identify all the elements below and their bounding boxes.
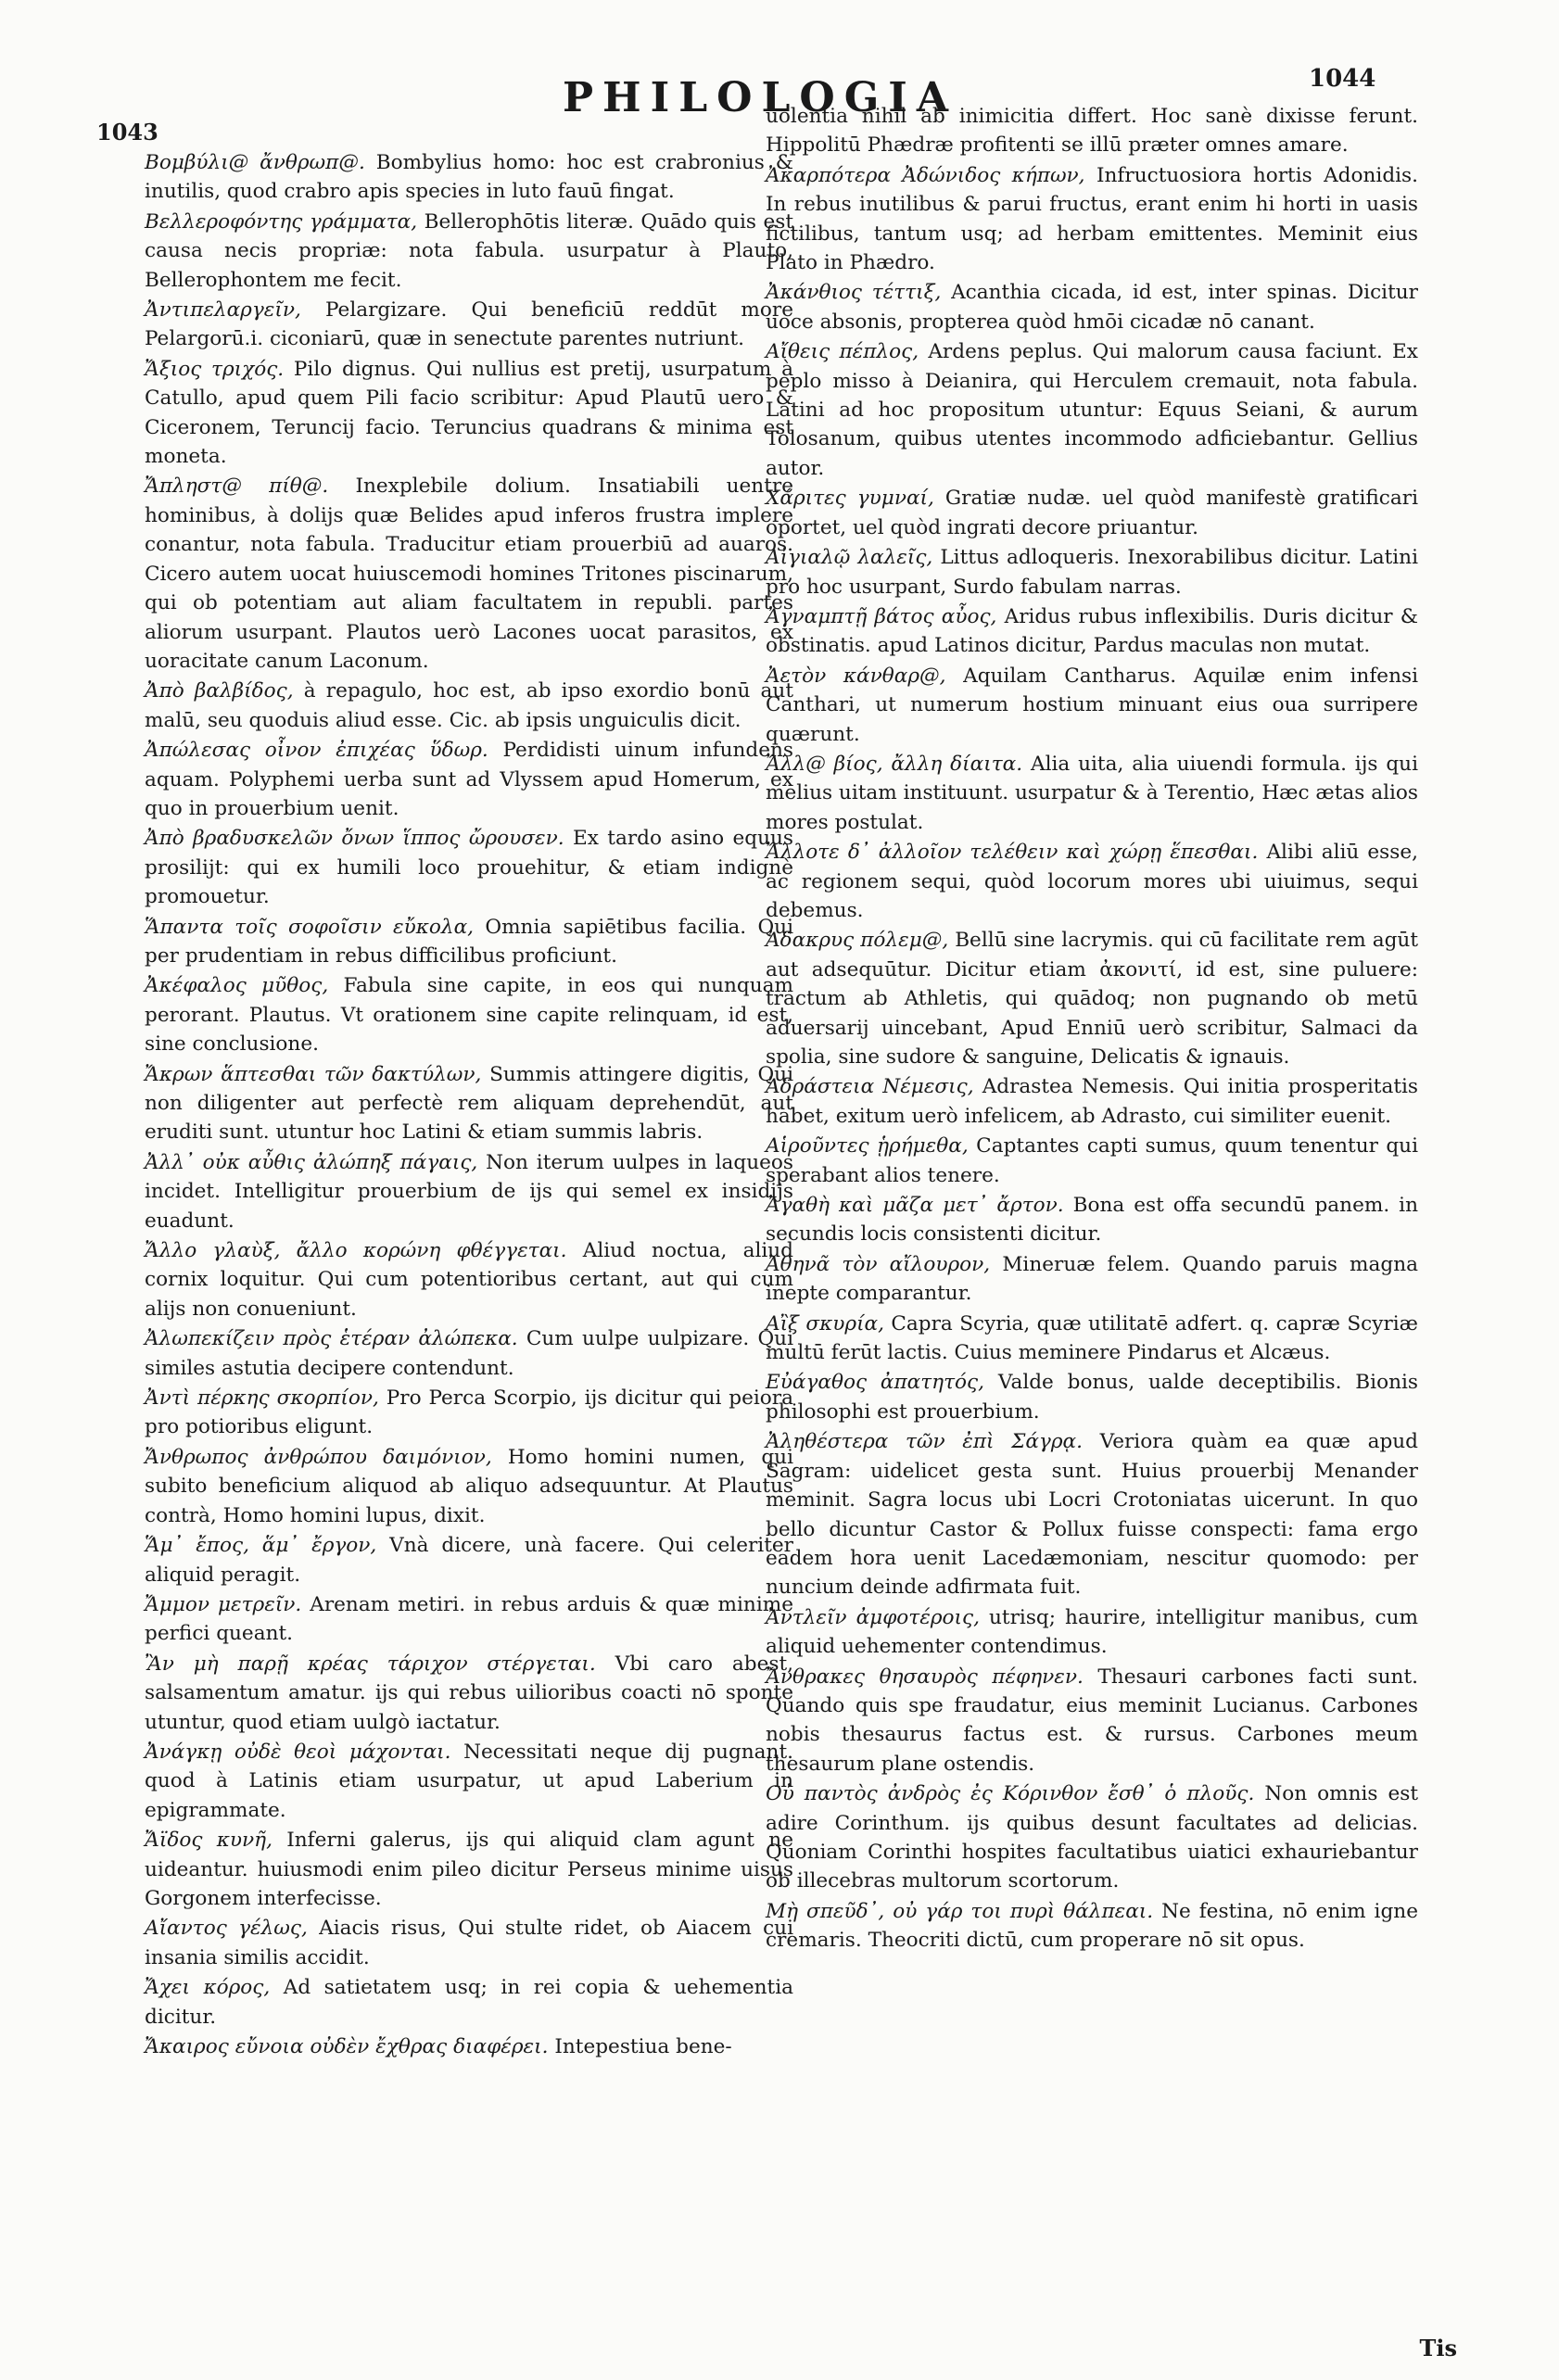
greek-proverb: Ἀγναμπτῇ βάτος αὖος, <box>766 604 997 628</box>
greek-proverb: Ἀντιπελαργεῖν, <box>145 298 301 323</box>
latin-gloss: Ex tardo asino equus prosilijt: qui ex humili loco prouehitur, & etiam indignè promouetur. <box>145 827 793 909</box>
latin-gloss: Valde bonus, ualde deceptibilis. Bionis philosophi est prouerbium. <box>766 1371 1418 1424</box>
greek-proverb: Ἄξιος τριχός. <box>145 357 285 381</box>
proverb-entry <box>145 1973 793 2032</box>
latin-gloss: Omnia sapiētibus facilia. Qui per prudentiam in rebus difficilibus proficiunt. <box>145 915 793 968</box>
latin-gloss: Littus adloqueris. Inexorabilibus dicitur. Latini pro hoc usurpant, Surdo fabulam narras. <box>766 546 1418 599</box>
greek-proverb: Ἀθηνᾶ τὸν αἴλουρον, <box>766 1252 991 1276</box>
latin-gloss: Gratiæ nudæ. uel quòd manifestè gratificari oportet, uel quòd ingrati decore priuantur. <box>766 487 1418 539</box>
greek-proverb: Ἀνάγκῃ οὐδὲ θεοὶ μάχονται. <box>145 1740 451 1764</box>
latin-gloss: Pilo dignus. Qui nullius est pretij, usurpatum à Catullo, apud quem Pili facio scribitur: Apud Plautū uero & Ciceronem, Teruncij facio. Teruncius quadrans & minima est moneta. <box>145 357 793 469</box>
latin-gloss: à repagulo, hoc est, ab ipso exordio bonū aut malū, seu quoduis aliud esse. Cic. ab ipsis unguiculis dicit. <box>145 679 794 732</box>
latin-gloss: Aiacis risus, Qui stulte ridet, ob Aiacem cui insania similis accidit. <box>145 1917 793 1969</box>
proverb-entry <box>145 1148 793 1235</box>
proverb-entry <box>145 1443 793 1530</box>
proverb-entry <box>145 1650 793 1737</box>
latin-gloss: Aridus rubus inflexibilis. Duris dicitur & obstinatis. apud Latinos dicitur, Pardus maculas non mutat. <box>766 604 1419 658</box>
proverb-entry <box>145 1826 793 1913</box>
proverb-entry <box>766 1603 1418 1662</box>
proverb-entry <box>766 102 1418 160</box>
proverb-entry <box>145 1384 793 1442</box>
latin-gloss: Ardens peplus. Qui malorum causa faciunt. Ex peplo misso à Deianira, qui Herculem cremauit, nota fabula. Latini ad hoc propositum utuntur: Equus Seiani, & aurum Tolosanum, quibus utentes incommodo adficiebantur. Gellius autor. <box>766 340 1418 480</box>
latin-gloss: Summis attingere digitis, Qui non diligenter aut perfectè rem aliquam deprehendūt, aut eruditi sunt. utuntur hoc Latini & etiam summis labris. <box>145 1062 793 1145</box>
latin-gloss: Pro Perca Scorpio, ijs dicitur qui peiora pro potioribus eligunt. <box>145 1386 793 1439</box>
proverb-entry <box>145 2032 793 2061</box>
proverb-entry <box>145 148 793 207</box>
greek-proverb: Χάριτες γυμναί, <box>766 487 934 511</box>
proverb-entry <box>766 161 1418 278</box>
greek-proverb: Βομβύλι@ ἄνθρωπ@. <box>145 151 365 174</box>
greek-proverb: Ἀκαρπότερα Ἀδώνιδος κήπων, <box>766 163 1085 187</box>
greek-proverb: Ἄϊδος κυνῆ, <box>145 1829 273 1853</box>
proverb-entry <box>766 1191 1418 1249</box>
latin-gloss: Bellerophōtis literæ. Quādo quis est causa necis propriæ: nota fabula. usurpatur à Plauto, Bellerophontem me fecit. <box>145 209 793 292</box>
latin-gloss: Adrastea Nemesis. Qui initia prosperitatis habet, exitum uerò infelicem, ab Adrasto, cui similiter euenit. <box>766 1075 1418 1128</box>
proverb-entry <box>766 602 1418 661</box>
proverb-entry <box>145 472 793 676</box>
proverb-entry <box>766 662 1418 749</box>
greek-proverb: Ἀπώλεσας οἶνον ἐπιχέας ὕδωρ. <box>145 739 488 763</box>
greek-proverb: Ἄνθρωπος ἀνθρώπου δαιμόνιον, <box>145 1445 492 1469</box>
latin-gloss: Necessitati neque dij pugnant. quod à Latinis etiam usurpatur, ut apud Laberium in epigrammate. <box>145 1740 794 1822</box>
latin-gloss: utrisq; haurire, intelligitur manibus, cum aliquid uehementer contendimus. <box>766 1605 1418 1659</box>
proverb-entry <box>766 337 1418 483</box>
greek-proverb: Ἀδράστεια Νέμεσις, <box>766 1075 974 1099</box>
latin-gloss: Thesauri carbones facti sunt. Quando quis spe fraudatur, eius meminit Lucianus. Carbones nobis thesaurus factus est. & rursus. Carbones meum thesaurum plane ostendis. <box>766 1665 1418 1776</box>
latin-gloss: Veriora quàm ea quæ apud Sagram: uidelicet gesta sunt. Huius prouerbij Menander meminit. Sagra locus ubi Locri Crotoniatas uicerunt. In quo bello dicuntur Castor & Pollux fuisse conspecti: fama ergo eadem hora uenit Lacedæmoniam, nescitur quomodo: per nuncium deinde adfirmata fuit. <box>766 1430 1418 1600</box>
greek-proverb: Βελλεροφόντης γράμματα, <box>145 209 418 234</box>
greek-proverb: Ἀκέφαλος μῦθος, <box>145 974 329 998</box>
greek-proverb: Ἄλλ@ βίος, ἄλλη δίαιτα. <box>766 752 1023 776</box>
latin-gloss: Non iterum uulpes in laqueos incidet. Intelligitur prouerbium de ijs qui semel ex insidijs euadunt. <box>145 1150 793 1233</box>
proverb-entry <box>145 824 793 911</box>
greek-proverb: Ἀπὸ βραδυσκελῶν ὄνων ἵππος ὤρουσεν. <box>145 827 564 851</box>
greek-proverb: Ἄκρων ἅπτεσθαι τῶν δακτύλων, <box>145 1062 482 1086</box>
greek-proverb: Αἴθεις πέπλος, <box>766 340 919 364</box>
greek-proverb: Ἀντὶ πέρκης σκορπίον, <box>145 1386 379 1411</box>
latin-gloss: Fabula sine capite, in eos qui nunquam perorant. Plautus. Vt orationem sine capite relinquam, id est, sine conclusione. <box>145 974 793 1057</box>
latin-gloss: Arenam metiri. in rebus arduis & quæ minime perfici queant. <box>145 1592 793 1646</box>
proverb-entry <box>766 1072 1418 1131</box>
greek-proverb: Ἄπληστ@ πίθ@. <box>145 475 329 499</box>
proverb-entry <box>145 677 793 735</box>
greek-proverb: Ἀληθέστερα τῶν ἐπὶ Σάγρᾳ. <box>766 1430 1083 1454</box>
proverb-entry <box>145 1060 793 1147</box>
greek-proverb: Ἄλλοτε δ᾽ ἀλλοῖον τελέθειν καὶ χώρῃ ἕπεσθαι. <box>766 841 1259 865</box>
latin-gloss: Alia uita, alia uiuendi formula. ijs qui melius uitam instituunt. usurpatur & à Terentio, Hæc ætas alios mores postulat. <box>766 752 1418 834</box>
proverb-entry <box>766 1250 1418 1309</box>
latin-gloss: Intepestiua bene- <box>554 2035 732 2058</box>
latin-gloss: Non omnis est adire Corinthum. ijs quibus desunt facultates ad delicias. Quoniam Corinthi hospites facultatibus uiatici exhauriebantur ob illecebras multorum scortorum. <box>766 1782 1418 1893</box>
page-number-left: 1043 <box>96 119 158 146</box>
proverb-entry <box>766 1897 1418 1956</box>
proverb-entry <box>766 838 1418 925</box>
proverb-entry <box>766 1132 1418 1190</box>
greek-proverb: Ἀγαθὴ καὶ μᾶζα μετ᾽ ἄρτον. <box>766 1194 1064 1218</box>
greek-proverb: Αἲξ σκυρία, <box>766 1311 884 1336</box>
proverb-entry <box>766 1779 1418 1896</box>
proverb-entry <box>145 1324 793 1383</box>
page-number-right: 1044 <box>1309 65 1376 93</box>
proverb-entry <box>145 296 793 354</box>
proverb-entry <box>766 543 1418 601</box>
proverb-entry <box>766 1368 1418 1426</box>
latin-gloss: Bellū sine lacrymis. qui cū facilitate rem agūt aut adsequūtur. Dicitur etiam ἀκονιτί, id est, sine puluere: tractum ab Athletis, qui quādoq; non pugnando ob metū aduersarij uincebant, Apud Enniū uerò scribitur, Salmaci da spolia, sine sudore & sanguine, Delicatis & ignauis. <box>766 929 1418 1069</box>
latin-gloss: Capra Scyria, quæ utilitatē adfert. q. capræ Scyriæ multū ferūt lactis. Cuius meminere Pindarus et Alcæus. <box>766 1311 1418 1365</box>
latin-gloss: Vbi caro abest, salsamentum amatur. ijs qui rebus uilioribus coacti nō sponte utuntur, quod etiam uulgò iactatur. <box>145 1652 793 1734</box>
latin-gloss: Vnà dicere, unà facere. Qui celeriter aliquid peragit. <box>145 1534 793 1587</box>
greek-proverb: Ἅπαντα τοῖς σοφοῖσιν εὔκολα, <box>145 915 475 939</box>
proverb-entry <box>145 1738 793 1825</box>
latin-gloss: uolentia nihil ab inimicitia differt. Hoc sanè dixisse ferunt. Hippolitū Phædræ profitenti se illū præter omnes amare. <box>766 105 1418 158</box>
greek-proverb: Ἀλλ᾽ οὐκ αὖθις ἀλώπηξ πάγαις, <box>145 1150 478 1174</box>
latin-gloss: Acanthia cicada, id est, inter spinas. Dicitur uoce absonis, propterea quòd hmōi cicadæ nō canant. <box>766 281 1418 334</box>
greek-proverb: Ἄνθρακες θησαυρὸς πέφηνεν. <box>766 1665 1084 1689</box>
latin-gloss: Bona est offa secundū panem. in secundis locis consistenti dicitur. <box>766 1194 1418 1247</box>
greek-proverb: Ἀντλεῖν ἀμφοτέροις, <box>766 1605 980 1629</box>
latin-gloss: Aliud noctua, aliud cornix loquitur. Qui cum potentioribus certant, aut qui cum alijs non conueniunt. <box>145 1239 793 1321</box>
latin-gloss: Pelargizare. Qui beneficiū reddūt more Pelargorū.i. ciconiarū, quæ in senectute parentes nutriunt. <box>145 298 793 351</box>
left-column <box>145 148 793 2343</box>
proverb-entry <box>766 278 1418 336</box>
greek-proverb: Μὴ σπεῦδ᾽, οὐ γάρ τοι πυρὶ θάλπεαι. <box>766 1899 1154 1923</box>
proverb-entry <box>145 971 793 1058</box>
proverb-entry <box>145 913 793 971</box>
latin-gloss: Bombylius homo: hoc est crabronius & inutilis, quod crabro apis species in luto fauū fingat. <box>145 151 793 204</box>
greek-proverb: Ἀετὸν κάνθαρ@, <box>766 664 946 688</box>
proverb-entry <box>145 355 793 472</box>
greek-proverb: Αἴαντος γέλως, <box>145 1917 308 1941</box>
greek-proverb: Ἀλωπεκίζειν πρὸς ἑτέραν ἀλώπεκα. <box>145 1327 518 1351</box>
greek-proverb: Ἂν μὴ παρῇ κρέας τάριχον στέργεται. <box>145 1652 596 1676</box>
latin-gloss: Perdidisti uinum infundens aquam. Polyphemi uerba sunt ad Vlyssem apud Homerum, ex quo in prouerbium uenit. <box>145 739 793 820</box>
proverb-entry <box>145 208 793 295</box>
greek-proverb: Ἅμ᾽ ἔπος, ἅμ᾽ ἔργον, <box>145 1534 377 1558</box>
greek-proverb: Εὐάγαθος ἀπατητός, <box>766 1371 985 1395</box>
latin-gloss: Infructuosiora hortis Adonidis. In rebus inutilibus & parui fructus, erant enim hi horti in uasis fictilibus, tantum usq; ad herbam emittentes. Meminit eius Plato in Phædro. <box>766 163 1418 275</box>
proverb-entry <box>145 1590 793 1649</box>
latin-gloss: Inexplebile dolium. Insatiabili uentre hominibus, à dolijs quæ Belides apud inferos frustra implere conantur, nota fabula. Traducitur etiam prouerbiū ad auaros. Cicero autem uocat huiuscemodi homines Tritones piscinarum, qui ob potentiam aut aliam facultatem in republi. partes aliorum usurpant. Plautos uerò Lacones uocat parasitos, ex uoracitate canum Laconum. <box>145 475 793 673</box>
latin-gloss: Alibi aliū esse, ac regionem sequi, quòd locorum mores ubi uiuimus, sequi debemus. <box>766 841 1418 922</box>
latin-gloss: Inferni galerus, ijs qui aliquid clam agunt ne uideantur. huiusmodi enim pileo dicitur Perseus minime uisus Gorgonem interfecisse. <box>145 1829 793 1910</box>
proverb-entry <box>766 1663 1418 1779</box>
greek-proverb: Ἄμμον μετρεῖν. <box>145 1592 302 1616</box>
proverb-entry <box>145 1531 793 1589</box>
greek-proverb: Οὐ παντὸς ἀνδρὸς ἐς Κόρινθον ἔσθ᾽ ὁ πλοῦς. <box>766 1782 1255 1806</box>
latin-gloss: Captantes capti sumus, quum tenentur qui sperabant alios tenere. <box>766 1134 1418 1187</box>
catchword: Tis <box>1419 2335 1457 2361</box>
greek-proverb: Ἄλλο γλαὺξ, ἄλλο κορώνη φθέγγεται. <box>145 1239 567 1263</box>
right-column <box>766 102 1418 2343</box>
proverb-entry <box>145 736 793 823</box>
proverb-entry <box>766 926 1418 1071</box>
greek-proverb: Ἀδακρυς πόλεμ@, <box>766 929 949 953</box>
greek-proverb: Αἰγιαλῷ λαλεῖς, <box>766 546 933 570</box>
proverb-entry <box>766 1427 1418 1601</box>
latin-gloss: Mineruæ felem. Quando paruis magna inepte comparantur. <box>766 1252 1418 1306</box>
proverb-entry <box>766 484 1418 542</box>
latin-gloss: Ad satietatem usq; in rei copia & uehementia dicitur. <box>145 1976 793 2029</box>
latin-gloss: Homo homini numen, qui subito beneficium aliquod ab aliquo adsequuntur. At Plautus contrà, Homo homini lupus, dixit. <box>145 1445 793 1527</box>
proverb-entry <box>766 750 1418 837</box>
latin-gloss: Ne festina, nō enim igne cremaris. Theocriti dictū, cum properare nō sit opus. <box>766 1899 1418 1953</box>
proverb-entry <box>145 1236 793 1323</box>
proverb-entry <box>145 1914 793 1972</box>
greek-proverb: Αἱροῦντες ᾑρήμεθα, <box>766 1134 969 1158</box>
greek-proverb: Ἀκάνθιος τέττιξ, <box>766 281 942 305</box>
greek-proverb: Ἀπὸ βαλβίδος, <box>145 679 294 703</box>
running-title: PHILOLOGIA <box>562 74 958 121</box>
latin-gloss: Cum uulpe uulpizare. Qui similes astutia decipere contendunt. <box>145 1327 793 1380</box>
latin-gloss: Aquilam Cantharus. Aquilæ enim infensi Canthari, ut numerum hostium minuant eius oua surripere quærunt. <box>766 664 1418 746</box>
greek-proverb: Ἄκαιρος εὔνοια οὐδὲν ἔχθρας διαφέρει. <box>145 2035 549 2058</box>
greek-proverb: Ἄχει κόρος, <box>145 1976 271 2000</box>
proverb-entry <box>766 1310 1418 1368</box>
